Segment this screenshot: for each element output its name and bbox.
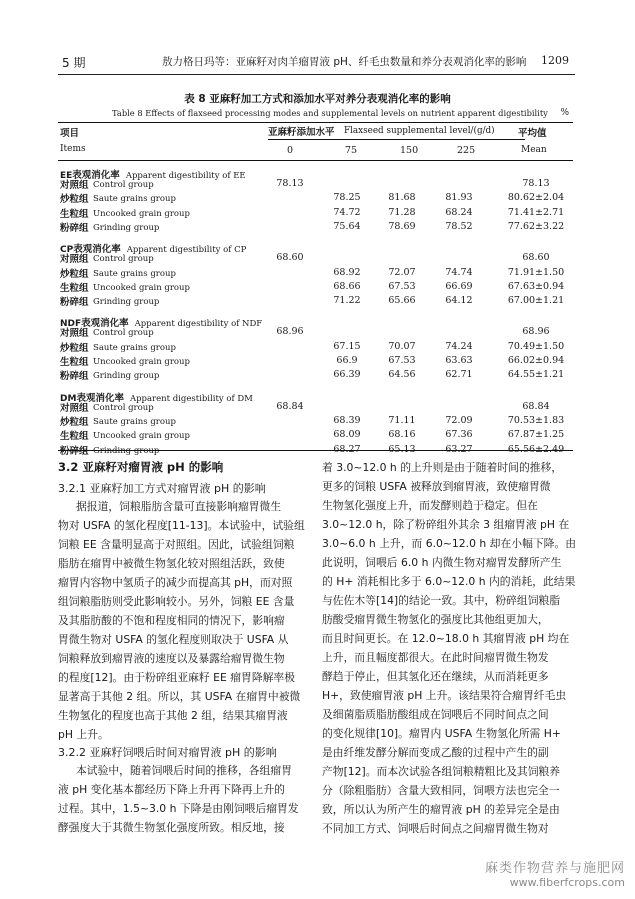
- section-label-cn: 表观消化率: [72, 170, 120, 181]
- row-label-cn: 生粒组: [60, 282, 89, 294]
- table-cell-v75: 68.39: [333, 414, 361, 426]
- watermark: [485, 857, 625, 889]
- table-cell-v75: 74.72: [333, 206, 361, 218]
- text-line: 上升，而且幅度都很大。在此时间瘤胃微生物发: [322, 651, 549, 664]
- subsection-heading: 3.2.2 亚麻籽饲喂后时间对瘤胃液 pH 的影响: [58, 746, 277, 759]
- table-top-rule: [58, 122, 573, 123]
- text-line: 的程度[12]。由于粉碎组亚麻籽 EE 瘤胃降解率极: [58, 671, 296, 684]
- table-cell-v150: 65.13: [388, 443, 416, 455]
- row-label-en: Uncooked grain group: [93, 357, 190, 367]
- table-cell-v225: 62.71: [445, 369, 473, 381]
- table-head-level-150: 150: [400, 145, 419, 156]
- table-row: [0, 280, 635, 294]
- row-label-cn: 粉碎组: [60, 371, 89, 383]
- table-cell-v150: 72.07: [388, 266, 416, 278]
- row-label-cn: 炒粒组: [60, 268, 89, 280]
- table-cell-v75: 68.92: [333, 266, 361, 278]
- text-line: 不同加工方式、饲喂后时间点之间瘤胃微生物对: [322, 822, 549, 835]
- text-line: 的变化规律[10]。瘤胃内 USFA 生物氢化所需 H+: [322, 727, 561, 740]
- page-number: 1209: [541, 54, 569, 67]
- text-line: 的 H+ 消耗相比多于 6.0~12.0 h 内的消耗，此结果: [322, 575, 576, 588]
- table-cell-v0: 68.60: [276, 252, 304, 264]
- table-cell-v150: 67.53: [388, 355, 416, 366]
- row-label-en: Saute grains group: [93, 268, 176, 279]
- text-line: 物对 USFA 的氢化程度[11-13]。本试验中，试验组: [58, 519, 305, 532]
- table-cell-v75: 68.09: [333, 429, 361, 441]
- table-cell-v75: 66.39: [333, 369, 361, 381]
- row-label-cn: 炒粒组: [60, 342, 89, 354]
- row-label-en: Uncooked grain group: [93, 431, 190, 442]
- text-line: 过程。其中，1.5~3.0 h 下降是由刚饲喂后瘤胃发: [58, 802, 299, 815]
- row-label-cn: 对照组: [60, 328, 89, 340]
- text-line: 及细菌脂质脂肪酸组成在饲喂后不同时间点之间: [322, 708, 549, 721]
- table-row: [0, 251, 635, 265]
- table-cell-v150: 71.11: [388, 414, 416, 426]
- text-line: 脂肪在瘤胃中被微生物氢化较对照组活跃，致使: [58, 557, 285, 570]
- table-cell-mean: 77.62±3.22: [507, 220, 565, 232]
- row-label-cn: 炒粒组: [60, 194, 89, 206]
- table-cell-mean: 70.49±1.50: [507, 340, 565, 352]
- table-cell-v225: 66.69: [445, 280, 473, 292]
- text-line: 本试验中，随着饲喂后时间的推移，各组瘤胃: [76, 764, 292, 777]
- running-title: 敖力格日玛等：亚麻籽对肉羊瘤胃液 pH、纤毛虫数量和养分表观消化率的影响: [162, 56, 527, 68]
- table-head-item-en: Items: [60, 144, 86, 154]
- text-line: 瘤胃内容物中氢质子的减少而提高其 pH，而对照: [58, 576, 293, 589]
- table-cell-mean: 67.63±0.94: [507, 280, 565, 292]
- watermark-text: 麻类作物营养与施肥网: [484, 861, 625, 876]
- table-head-level-en: Flaxseed supplemental level/(g/d): [344, 126, 495, 136]
- table-cell-v0: 68.96: [276, 326, 304, 338]
- text-line: 组饲粮脂肪则受此影响较小。另外，饲粮 EE 含量: [58, 595, 295, 608]
- section-label-cn: 表观消化率: [81, 318, 129, 330]
- text-line: 及其脂肪酸的不饱和程度相同的情况下，影响瘤: [58, 614, 285, 627]
- table-cell-v225: 81.93: [445, 192, 473, 204]
- body-text: [0, 458, 635, 899]
- text-line: 饲粮释放到瘤胃液的速度以及暴露给瘤胃微生物: [58, 652, 285, 665]
- table-cell-mean: 64.55±1.21: [507, 369, 565, 381]
- table-cell-v225: 74.24: [445, 340, 473, 352]
- section-abbr: DM: [60, 393, 77, 404]
- table-head-level-225: 225: [457, 145, 476, 156]
- row-label-cn: 粉碎组: [60, 222, 89, 234]
- paragraph: [58, 497, 312, 744]
- table-cell-v150: 70.07: [388, 340, 416, 352]
- row-label-en: Saute grains group: [93, 342, 176, 353]
- table-cell-v150: 65.66: [388, 295, 416, 307]
- text-line: 酵趋于停止，但其氢化还在继续，从而消耗更多: [322, 670, 549, 683]
- table-cell-v225: 63.27: [445, 443, 473, 455]
- text-line: H+，致使瘤胃液 pH 上升。该结果符合瘤胃纤毛虫: [322, 689, 567, 702]
- table-cell-v150: 78.69: [388, 220, 416, 232]
- table-cell-v75: 66.9: [336, 355, 358, 366]
- table-caption-en: Table 8 Effects of flaxseed processing modes and supplemental levels on nutrient apparent digestibility: [112, 108, 548, 118]
- section-label-en: Apparent digestibility of CP: [126, 245, 247, 256]
- header-rule: [58, 74, 575, 75]
- text-line: 分（除粗脂肪）含量大致相同，饲喂方法也完全一: [322, 784, 560, 797]
- table-head-mean-cn: 平均值: [518, 128, 547, 139]
- text-line: 生物氢化强度上升，而发酵则趋于稳定。但在: [322, 499, 538, 512]
- row-label-cn: 对照组: [60, 254, 89, 266]
- text-line: 据报道，饲粮脂肪含量可直接影响瘤胃微生: [76, 500, 282, 513]
- text-line: 此说明，饲喂后 6.0 h 内微生物对瘤胃发酵所产生: [322, 556, 562, 569]
- row-label-cn: 生粒组: [60, 357, 89, 368]
- row-label-en: Control group: [93, 402, 154, 413]
- table-cell-mean: 78.13: [522, 178, 550, 189]
- table-cell-v75: 68.27: [333, 443, 361, 455]
- row-label-cn: 生粒组: [60, 431, 89, 443]
- section-abbr: NDF: [60, 319, 82, 330]
- row-label-en: Uncooked grain group: [93, 208, 190, 219]
- running-header: [0, 46, 635, 76]
- text-line: 着 3.0~12.0 h 的上升则是由于随着时间的推移，: [322, 461, 563, 474]
- text-line: 产物[12]。而本次试验各组饲粮精粗比及其饲粮养: [322, 765, 561, 778]
- row-label-en: Saute grains group: [93, 416, 176, 427]
- text-line: 更多的饲粮 USFA 被释放到瘤胃液，致使瘤胃微: [322, 480, 551, 493]
- text-line: 饲粮 EE 含量明显高于对照组。因此，试验组饲粮: [58, 538, 295, 551]
- table-head-level-75: 75: [345, 145, 358, 156]
- table-cell-v150: 64.56: [388, 369, 416, 381]
- text-line: 致，所以认为所产生的瘤胃液 pH 的差异完全是由: [322, 803, 560, 816]
- table-cell-v150: 67.53: [388, 280, 416, 292]
- table-cell-v75: 67.15: [333, 340, 361, 352]
- table-cell-mean: 71.91±1.50: [507, 266, 565, 278]
- table-row: [0, 354, 635, 368]
- table-cell-mean: 71.41±2.71: [507, 206, 565, 218]
- table-cell-v225: 68.24: [445, 206, 473, 218]
- table-cell-v75: 71.22: [333, 295, 361, 307]
- row-label-en: Grinding group: [93, 297, 160, 308]
- section-abbr: EE: [60, 171, 73, 181]
- section-label-cn: 表观消化率: [76, 392, 124, 404]
- table-cell-v150: 68.16: [388, 429, 416, 441]
- table-cell-mean: 66.02±0.94: [507, 355, 565, 366]
- text-line: 生物氢化的程度也高于其他 2 组，结果其瘤胃液: [58, 709, 288, 722]
- table-cell-mean: 67.87±1.25: [507, 429, 565, 441]
- section-label-en: Apparent digestibility of EE: [125, 171, 246, 181]
- row-label-en: Control group: [93, 254, 154, 265]
- table-row: [0, 220, 635, 234]
- subsection-heading: 3.2.1 亚麻籽加工方式对瘤胃液 pH 的影响: [58, 482, 266, 495]
- table-row: [0, 400, 635, 414]
- row-label-cn: 对照组: [60, 402, 89, 414]
- table-head-item-cn: 项目: [60, 128, 80, 139]
- text-line: 液 pH 变化基本都经历下降上升再下降再上升的: [58, 783, 285, 796]
- right-column: [322, 458, 576, 838]
- table-cell-mean: 68.96: [522, 326, 550, 338]
- table-head-rule: [58, 160, 573, 161]
- section-label-en: Apparent digestibility of DM: [129, 393, 253, 404]
- row-label-en: Grinding group: [93, 371, 160, 382]
- table-cell-v0: 78.13: [276, 178, 304, 189]
- table-cell-v225: 63.63: [445, 355, 473, 366]
- table-head-sub-rule: [268, 139, 525, 140]
- table-head-mean-en: Mean: [521, 145, 547, 155]
- row-label-en: Grinding group: [93, 445, 160, 456]
- table-row: [0, 191, 635, 205]
- row-label-en: Control group: [93, 328, 154, 339]
- issue-number: 5 期: [62, 56, 86, 70]
- table-row: [0, 428, 635, 442]
- row-label-en: Saute grains group: [93, 194, 176, 205]
- table-cell-v75: 75.64: [333, 220, 361, 232]
- table-cell-mean: 68.60: [522, 252, 550, 264]
- table-cell-v75: 78.25: [333, 192, 361, 204]
- table-cell-mean: 80.62±2.04: [507, 192, 565, 204]
- text-line: 显著高于其他 2 组。所以，其 USFA 在瘤胃中被微: [58, 690, 301, 703]
- section-label-en: Apparent digestibility of NDF: [134, 319, 263, 330]
- row-label-cn: 粉碎组: [60, 297, 89, 309]
- table-bottom-rule: [58, 450, 573, 451]
- watermark-url: www.fiberfcrops.com: [509, 876, 625, 889]
- row-label-cn: 生粒组: [60, 208, 89, 220]
- table-cell-mean: 67.00±1.21: [507, 295, 565, 307]
- text-line: 而且时间更长。在 12.0~18.0 h 其瘤胃液 pH 均在: [322, 632, 570, 645]
- table-row: [0, 340, 635, 354]
- row-label-cn: 粉碎组: [60, 445, 89, 457]
- text-line: 与佐佐木等[14]的结论一致。其中，粉碎组饲粮脂: [322, 594, 561, 607]
- text-line: 肪酸受瘤胃微生物氢化的强度比其他组更加大，: [322, 613, 549, 626]
- text-line: 是由纤维发酵分解而变成乙酸的过程中产生的副: [322, 746, 549, 759]
- table-cell-v225: 74.74: [445, 266, 473, 278]
- table-cell-v150: 81.68: [388, 192, 416, 204]
- row-label-cn: 炒粒组: [60, 416, 89, 428]
- table-cell-v75: 68.66: [333, 280, 361, 292]
- table-cell-v0: 68.84: [276, 400, 304, 412]
- table-row: [0, 266, 635, 280]
- paragraph: [322, 458, 576, 838]
- table-caption-cn: 表 8 亚麻籽加工方式和添加水平对养分表观消化率的影响: [184, 93, 451, 105]
- table-cell-v225: 72.09: [445, 414, 473, 426]
- row-label-en: Uncooked grain group: [93, 282, 190, 293]
- left-column: [58, 458, 312, 837]
- table-head-level-0: 0: [287, 145, 294, 156]
- table-row: [0, 414, 635, 428]
- table-row: [0, 368, 635, 382]
- table-head-level-cn: 亚麻籽添加水平: [268, 127, 335, 138]
- section-label-cn: 表观消化率: [73, 244, 121, 256]
- text-line: 3.0~6.0 h 上升，而 6.0~12.0 h 却在小幅下降。由: [322, 537, 576, 550]
- table-cell-mean: 70.53±1.83: [507, 414, 565, 426]
- text-line: 3.0~12.0 h，除了粉碎组外其余 3 组瘤胃液 pH 在: [322, 518, 570, 531]
- table-row: [0, 177, 635, 191]
- table-cell-mean: 68.84: [522, 400, 550, 412]
- section-abbr: CP: [60, 245, 74, 256]
- row-label-en: Control group: [93, 180, 154, 190]
- table-row: [0, 294, 635, 308]
- table-cell-v225: 64.12: [445, 295, 473, 307]
- row-label-cn: 对照组: [60, 180, 89, 191]
- text-line: pH 上升。: [58, 728, 109, 741]
- section-heading: 3.2 亚麻籽对瘤胃液 pH 的影响: [58, 460, 224, 474]
- text-line: 胃微生物对 USFA 的氢化程度则取决于 USFA 从: [58, 633, 289, 646]
- table-cell-v150: 71.28: [388, 206, 416, 218]
- paragraph: [58, 761, 312, 837]
- table-cell-v225: 67.36: [445, 429, 473, 441]
- table-row: [0, 325, 635, 339]
- text-line: 酵强度大于其微生物氢化强度所致。相反地，接: [58, 821, 285, 834]
- table-cell-v225: 78.52: [445, 220, 473, 232]
- table-cell-mean: 65.56±2.49: [507, 443, 565, 455]
- table-unit: %: [560, 108, 569, 118]
- table-row: [0, 206, 635, 220]
- row-label-en: Grinding group: [93, 222, 160, 233]
